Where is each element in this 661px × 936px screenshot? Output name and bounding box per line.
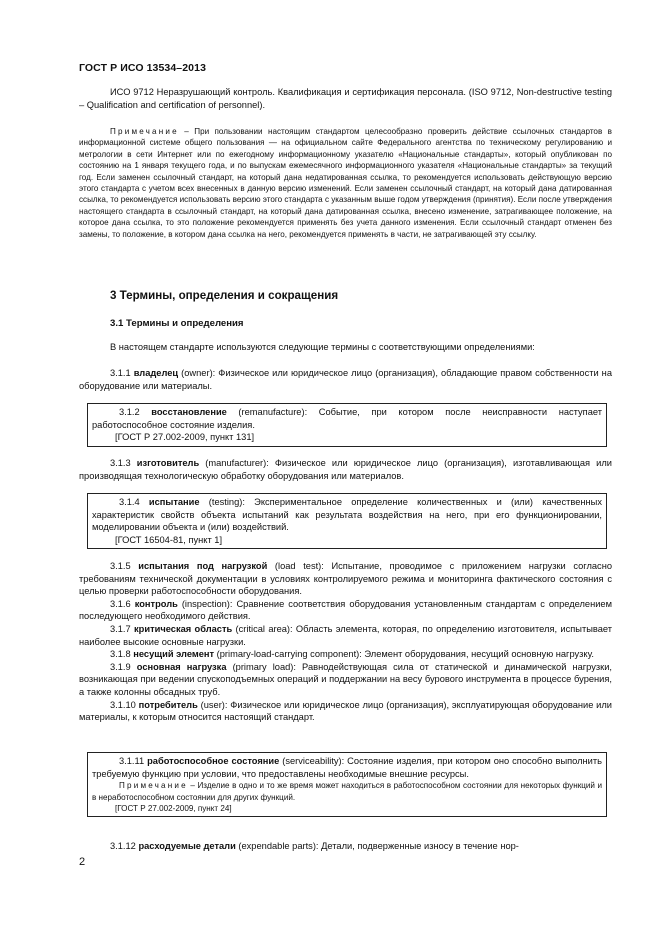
iso-reference-text: ИСО 9712 Неразрушающий контроль. Квалификация и сертификация персонала. (ISO 9712, Non-destructive testing – Qualification and certification of personnel). — [79, 87, 612, 110]
term-name: испытание — [148, 497, 200, 507]
term-3-1-1: 3.1.1 владелец (owner): Физическое или юридическое лицо (организация), обладающие правом собственности на оборудование или материалы. — [79, 368, 612, 391]
document-header: ГОСТ Р ИСО 13534–2013 — [79, 62, 207, 74]
iso-reference — [79, 86, 612, 111]
note-text: – При пользовании настоящим стандартом целесообразно проверить действие ссылочных стандартов в информационной системе общего пользования — на официальном сайте Федерального агентства по техническому регулированию и метрологии в сети Интернет или по ежегодному информационному указателю «Национальные стандарты», который опубликован по состоянию на 1 января текущего года, и по выпускам ежемесячного информационного указателя «Национальные стандарты» за текущий год. Если заменен ссылочный стандарт, на который дана недатированная ссылка, то рекомендуется использовать действующую версию этого стандарта с учетом всех внесенных в данную версию изменений. Если заменен ссылочный стандарт, на который дана датированная ссылка, то рекомендуется использовать версию этого стандарта с указанным выше годом утверждения (принятия). Если после утверждения настоящего стандарта в ссылочный стандарт, на который дана датированная ссылка, внесено изменение, затрагивающее положение, на которое дана ссылка, то это положение рекомендуется применять без учета данного изменения. Если ссылочный стандарт отменен без замены, то положение, в котором дана ссылка на него, рекомендуется применять в части, не затрагивающей эту ссылку. — [79, 127, 612, 239]
term-3-1-5: 3.1.5 испытания под нагрузкой (load test): Испытание, проводимое с приложением нагрузки согласно требованиям технической документации в условиях контролируемого режима и мониторинга фактического состояния с целью проверки работоспособности оборудования. — [79, 561, 612, 597]
note-references — [79, 126, 612, 240]
term-name: владелец — [133, 368, 179, 378]
term-3-1-8: 3.1.8 несущий элемент (primary-load-carrying component): Элемент оборудования, несущий основную нагрузку. — [110, 649, 594, 660]
term-source: [ГОСТ Р 27.002-2009, пункт 131] — [115, 432, 255, 443]
term-3-1-9: 3.1.9 основная нагрузка (primary load): Равнодействующая сила от статической и динамической нагрузки, возникающая при ведении спускоподъемных операций и поддержании на весу бурового инструмента в процессе бурения, а также колонны обсадных труб. — [79, 661, 612, 697]
terms-3-1-5-to-3-1-10 — [79, 560, 612, 724]
section-intro: В настоящем стандарте используются следующие термины с соответствующими определениями: — [110, 342, 535, 352]
term-name: работоспособное состояние — [147, 756, 280, 766]
term-3-1-6: 3.1.6 контроль (inspection): Сравнение соответствия оборудования установленным стандартам с определением последующего необходимого действия. — [79, 598, 612, 622]
term-name: восстановление — [151, 407, 227, 417]
term-source: [ГОСТ Р 27.002-2009, пункт 24] — [115, 804, 232, 813]
section-title: 3 Термины, определения и сокращения — [110, 289, 339, 302]
term-source: [ГОСТ 16504-81, пункт 1] — [115, 534, 223, 545]
term-name: изготовитель — [136, 458, 200, 468]
term-3-1-4-box: 3.1.4 испытание (testing): Экспериментальное определение количественных и (или) качественных характеристик свойств объекта испытаний как результата воздействия на него, при его функционировании, моделировании объекта и (или) воздействий. [ГОСТ 16504-81, пункт 1] — [87, 493, 607, 549]
page-number: 2 — [79, 856, 86, 868]
term-3-1-7: 3.1.7 критическая область (critical area): Область элемента, которая, по определению изготовителя, испытывает наиболее высокие основные нагрузки. — [79, 623, 613, 647]
subsection-title: 3.1 Термины и определения — [110, 318, 244, 329]
term-3-1-3: 3.1.3 изготовитель (manufacturer): Физическое или юридическое лицо (организация), изготавливающая или производящая технологическую обработку оборудования или материалов. — [79, 458, 612, 481]
term-3-1-12: 3.1.12 расходуемые детали (expendable parts): Детали, подверженные износу в течение нор- — [110, 841, 519, 851]
term-3-1-11-box: 3.1.11 работоспособное состояние (serviceability): Состояние изделия, при котором оно способно выполнить требуемую функцию при условии, что предоставлены необходимые внешние ресурсы. Примечание – Изделие в одно и то же время может находиться в работоспособном состоянии для некоторых функций и в неработоспособном состоянии для других функций. [ГОСТ Р 27.002-2009, пункт 24] — [87, 752, 607, 817]
term-note: Примечание – Изделие в одно и то же время может находиться в работоспособном состоянии для некоторых функций и в неработоспособном состоянии для других функций. — [92, 781, 602, 802]
term-3-1-2-box: 3.1.2 восстановление (remanufacture): Событие, при котором после неисправности наступает работоспособное состояние изделия. [ГОСТ Р 27.002-2009, пункт 131] — [87, 403, 607, 447]
term-3-1-10: 3.1.10 потребитель (user): Физическое или юридическое лицо (организация), эксплуатирующая оборудование или материалы, к которым относится настоящий стандарт. — [79, 699, 612, 723]
term-name: расходуемые детали — [138, 841, 236, 851]
note-label: Примечание — [110, 127, 179, 136]
